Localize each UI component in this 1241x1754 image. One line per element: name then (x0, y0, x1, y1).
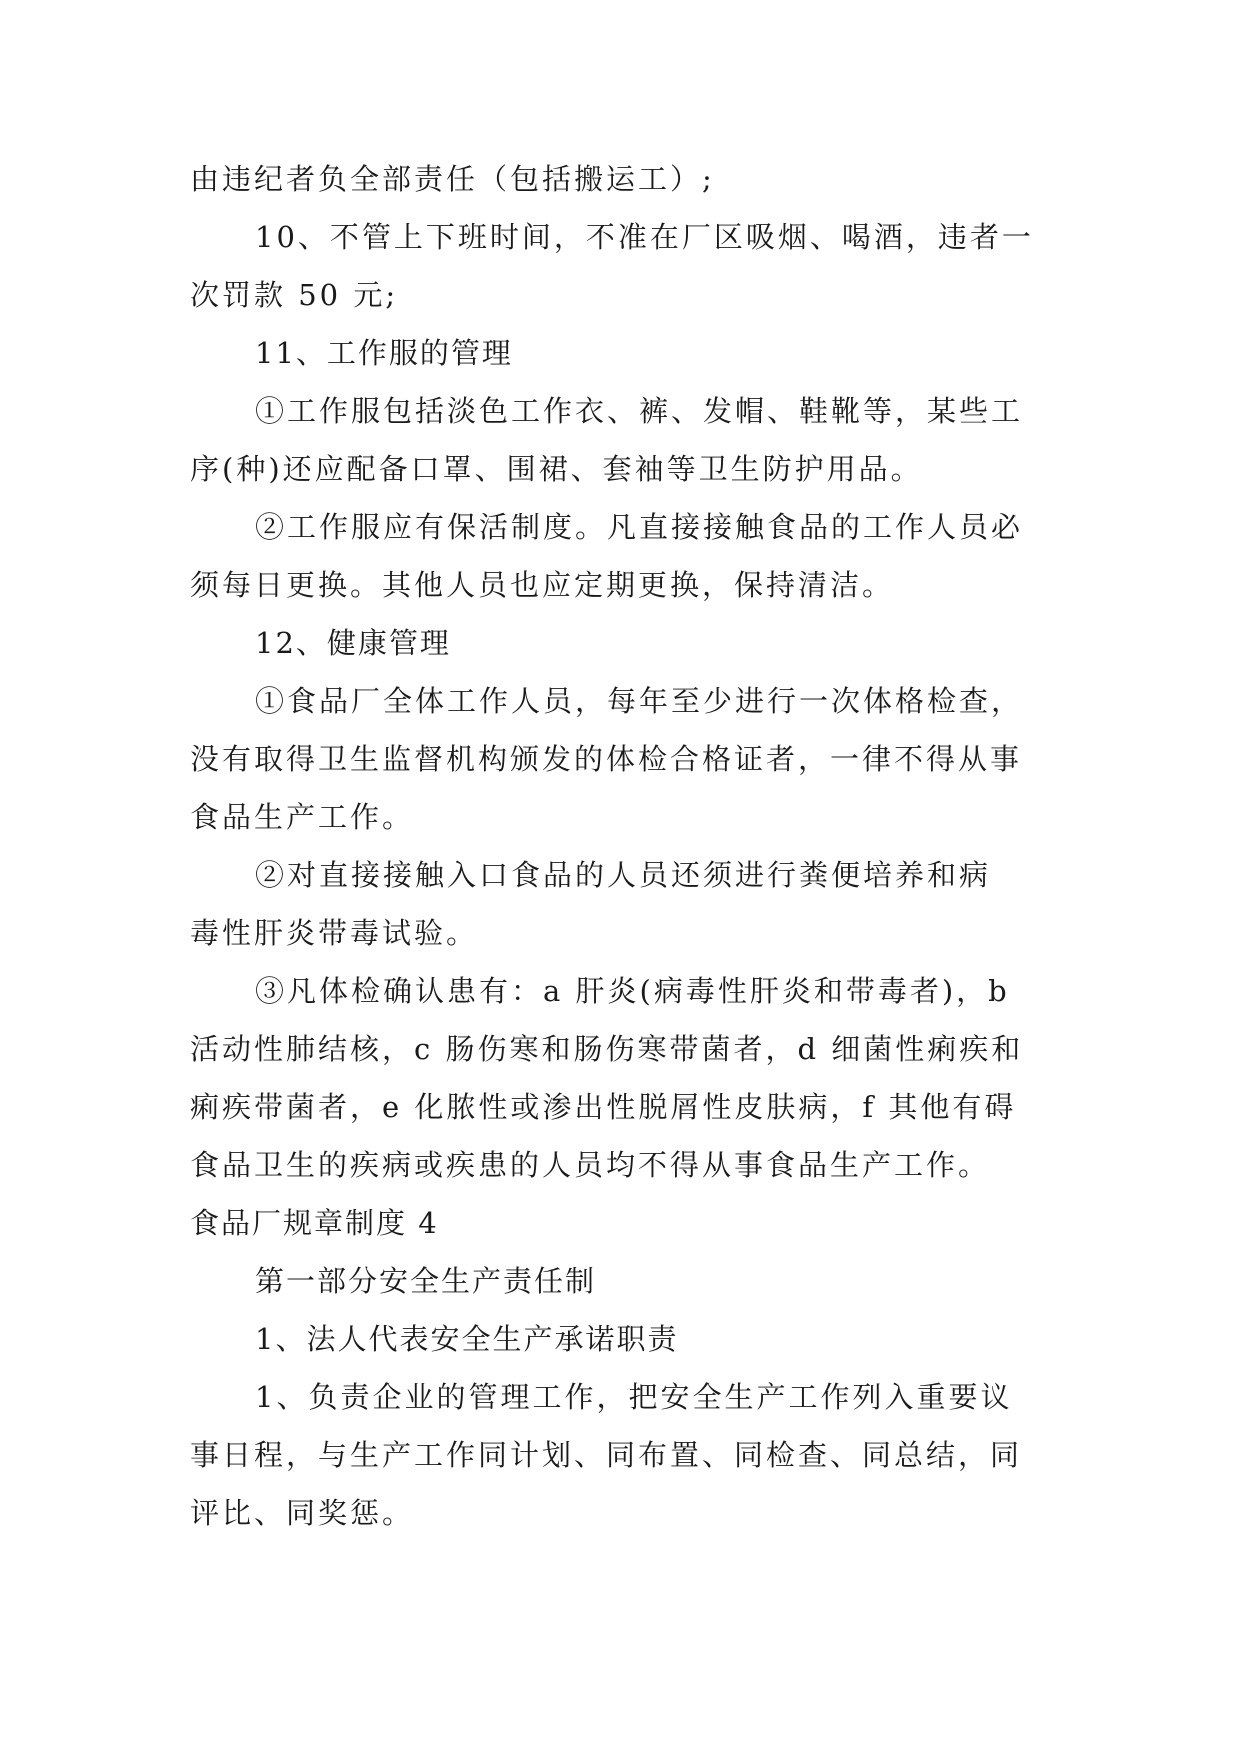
text-line: ③凡体检确认患有：a 肝炎(病毒性肝炎和带毒者)，b (255, 974, 1010, 1008)
text-line: ②对直接接触入口食品的人员还须进行粪便培养和病 (255, 858, 992, 892)
text-line: 事日程，与生产工作同计划、同布置、同检查、同总结，同 (190, 1438, 1023, 1472)
text-line: ②工作服应有保活制度。凡直接接触食品的工作人员必 (255, 510, 1024, 544)
text-line: 没有取得卫生监督机构颁发的体检合格证者，一律不得从事 (190, 742, 1023, 776)
section-heading: 1、法人代表安全生产承诺职责 (255, 1322, 679, 1356)
text-line: 须每日更换。其他人员也应定期更换，保持清洁。 (190, 568, 895, 602)
document-body (190, 157, 1070, 1549)
text-line: 食品生产工作。 (190, 800, 415, 834)
text-line: 1、负责企业的管理工作，把安全生产工作列入重要议 (255, 1380, 1013, 1414)
text-line: 由违纪者负全部责任（包括搬运工）; (190, 162, 715, 196)
text-line: 评比、同奖惩。 (190, 1496, 415, 1530)
text-line: 毒性肝炎带毒试验。 (190, 916, 479, 950)
text-line: 食品卫生的疾病或疾患的人员均不得从事食品生产工作。 (190, 1148, 991, 1182)
text-line: ①食品厂全体工作人员，每年至少进行一次体格检查， (255, 684, 1024, 718)
text-line: 痢疾带菌者，e 化脓性或渗出性脱屑性皮肤病，f 其他有碍 (190, 1090, 1017, 1124)
text-line: 活动性肺结核，c 肠伤寒和肠伤寒带菌者，d 细菌性痢疾和 (190, 1032, 1024, 1066)
text-line: 序(种)还应配备口罩、围裙、套袖等卫生防护用品。 (190, 452, 923, 486)
text-line: 10、不管上下班时间，不准在厂区吸烟、喝酒，违者一 (255, 220, 1034, 254)
document-title: 食品厂规章制度 4 (190, 1206, 439, 1240)
section-heading: 12、健康管理 (255, 626, 451, 660)
text-line: ①工作服包括淡色工作衣、裤、发帽、鞋靴等，某些工 (255, 394, 1024, 428)
section-heading: 11、工作服的管理 (255, 336, 513, 370)
text-line: 次罚款 50 元; (190, 278, 399, 312)
part-heading: 第一部分安全生产责任制 (255, 1264, 597, 1298)
